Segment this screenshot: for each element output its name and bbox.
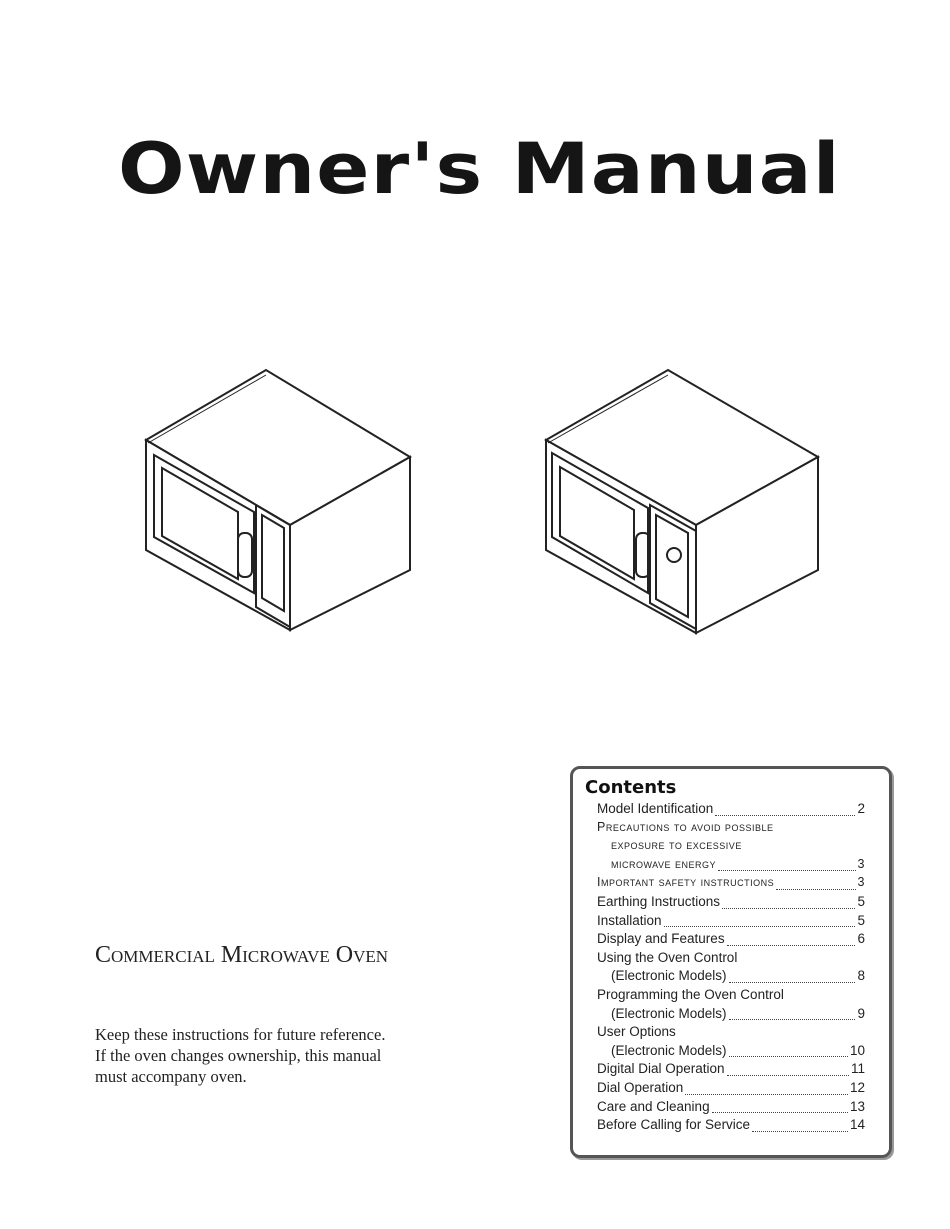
- contents-leader-dots: [685, 1093, 848, 1095]
- contents-entry-label: Programming the Oven Control: [597, 986, 784, 1002]
- contents-leader-dots: [776, 888, 855, 890]
- contents-leader-dots: [727, 1074, 849, 1076]
- contents-entry-label: Using the Oven Control: [597, 949, 738, 965]
- contents-entry: [597, 1061, 865, 1080]
- contents-entry-label: Precautions to avoid possible: [597, 819, 774, 834]
- contents-entry-label: User Options: [597, 1024, 676, 1040]
- contents-entry-label: Model Identification: [597, 801, 714, 816]
- contents-entry-label: microwave energy: [611, 856, 716, 871]
- table-of-contents: [570, 766, 892, 1158]
- ownership-note: [95, 1024, 475, 1087]
- contents-entry: [597, 1080, 865, 1099]
- contents-entry-page: 5: [857, 912, 865, 928]
- contents-entry: [597, 1099, 865, 1118]
- contents-entry-label: Important safety instructions: [597, 875, 775, 890]
- contents-leader-dots: [664, 925, 856, 927]
- contents-leader-dots: [752, 1130, 848, 1132]
- contents-entry-label: (Electronic Models): [611, 1042, 727, 1058]
- contents-entry-label: Earthing Instructions: [597, 893, 721, 909]
- contents-entry-page: 5: [857, 893, 865, 909]
- contents-entry-page: 3: [857, 875, 865, 890]
- contents-leader-dots: [722, 907, 855, 909]
- contents-entry: [597, 894, 865, 913]
- contents-entry: [597, 1043, 865, 1062]
- contents-entry: [597, 1006, 865, 1025]
- contents-leader-dots: [715, 814, 855, 816]
- contents-entry-page: 14: [849, 1117, 865, 1133]
- contents-leader-dots: [729, 981, 856, 983]
- contents-entry-label: Care and Cleaning: [597, 1098, 710, 1114]
- contents-entry: [597, 838, 865, 857]
- contents-entry-label: Display and Features: [597, 931, 725, 947]
- contents-entry: [597, 857, 865, 876]
- ownership-note-line: Keep these instructions for future reference.: [95, 1025, 386, 1044]
- product-name: Commercial Microwave Oven: [95, 942, 389, 968]
- contents-leader-dots: [718, 869, 856, 871]
- contents-entry-label: exposure to excessive: [611, 838, 742, 853]
- manual-title: Owner's Manual: [118, 128, 841, 210]
- contents-entry-page: 2: [857, 801, 865, 816]
- contents-entry-page: 12: [849, 1079, 865, 1095]
- ownership-note-line: must accompany oven.: [95, 1067, 247, 1086]
- oven-illustration-dial: [538, 365, 828, 635]
- contents-entry-page: 8: [857, 968, 865, 984]
- contents-leader-dots: [727, 944, 856, 946]
- contents-entry: [597, 950, 865, 969]
- contents-leader-dots: [712, 1111, 848, 1113]
- contents-entry: [597, 875, 865, 894]
- contents-entry-page: 3: [857, 856, 865, 871]
- oven-illustration-electronic: [138, 365, 418, 635]
- contents-entry: [597, 931, 865, 950]
- contents-entry: [597, 913, 865, 932]
- contents-entry-page: 9: [857, 1005, 865, 1021]
- contents-entry-page: 6: [857, 931, 865, 947]
- contents-entry: [597, 820, 865, 839]
- contents-entry: [597, 1117, 865, 1136]
- contents-entry-label: (Electronic Models): [611, 968, 727, 984]
- contents-list: [597, 801, 865, 1136]
- contents-entry-page: 10: [849, 1042, 865, 1058]
- contents-entry-label: (Electronic Models): [611, 1005, 727, 1021]
- contents-entry-label: Installation: [597, 912, 662, 928]
- contents-entry-page: 11: [850, 1061, 865, 1077]
- contents-heading: Contents: [585, 777, 677, 798]
- contents-entry: [597, 968, 865, 987]
- contents-entry: [597, 801, 865, 820]
- contents-entry: [597, 1024, 865, 1043]
- contents-entry: [597, 987, 865, 1006]
- contents-entry-label: Before Calling for Service: [597, 1117, 751, 1133]
- ownership-note-line: If the oven changes ownership, this manual: [95, 1046, 382, 1065]
- contents-leader-dots: [729, 1055, 848, 1057]
- contents-entry-label: Digital Dial Operation: [597, 1061, 725, 1077]
- contents-entry-label: Dial Operation: [597, 1079, 684, 1095]
- contents-entry-page: 13: [849, 1098, 865, 1114]
- contents-leader-dots: [729, 1018, 856, 1020]
